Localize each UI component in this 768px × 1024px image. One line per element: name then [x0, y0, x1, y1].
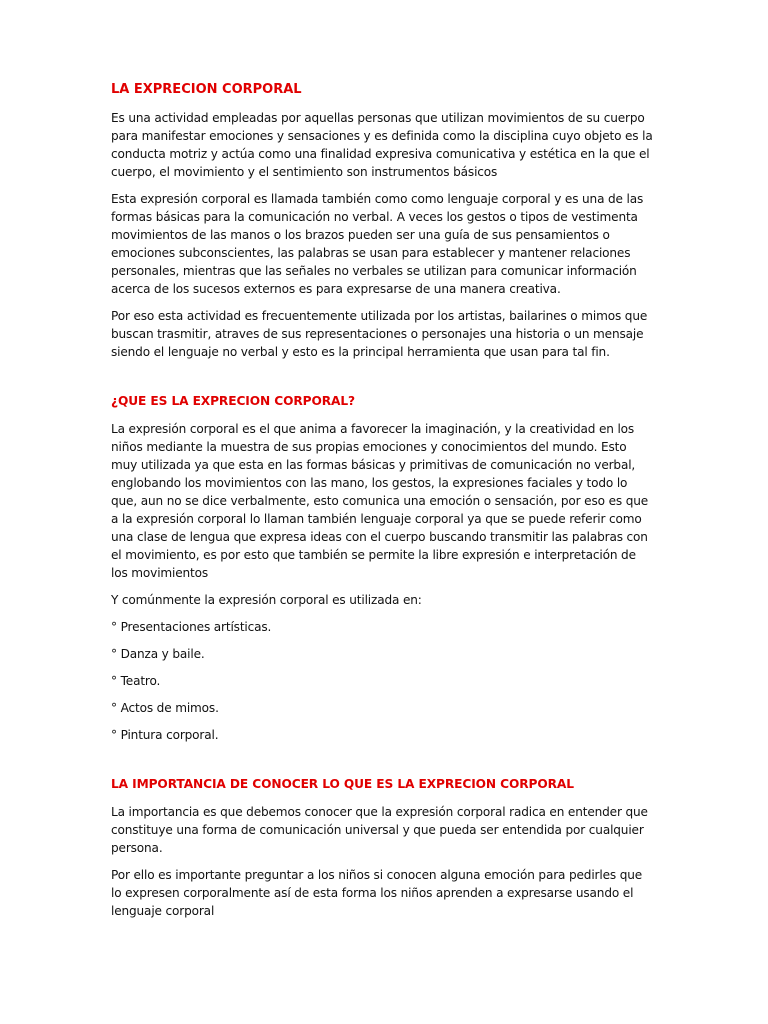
section-importance-heading: LA IMPORTANCIA DE CONOCER LO QUE ES LA EXPRECION CORPORAL: [111, 777, 574, 791]
intro-paragraph-2: Esta expresión corporal es llamada también como como lenguaje corporal y es una de las formas básicas para la comunicación no verbal. A veces los gestos o tipos de vestimenta movimientos de las manos o los brazos pueden ser una guía de sus pensamientos o emociones subconscientes, las palabras se usan para establecer y mantener relaciones personales, mientras que las señales no verbales se utilizan para comunicar información acerca de los sucesos externos es para expresarse de una manera creativa.: [111, 192, 644, 296]
importance-paragraph-2: Por ello es importante preguntar a los niños si conocen alguna emoción para pedirles que lo expresen corporalmente así de esta forma los niños aprenden a expresarse usando el lenguaje corporal: [111, 868, 643, 918]
importance-paragraph-1: La importancia es que debemos conocer que la expresión corporal radica en entender que constituye una forma de comunicación universal y que pueda ser entendida por cualquier persona.: [111, 805, 648, 855]
intro-paragraph-1: Es una actividad empleadas por aquellas personas que utilizan movimientos de su cuerpo para manifestar emociones y sensaciones y es definida como la disciplina cuyo objeto es la conducta motriz y actúa como una finalidad expresiva comunicativa y estética en la que el cuerpo, el movimiento y el sentimiento son instrumentos básicos: [111, 111, 653, 179]
section-what-heading: ¿QUE ES LA EXPRECION CORPORAL?: [111, 394, 355, 408]
uses-list-item: ° Actos de mimos.: [111, 701, 219, 715]
uses-list-item: ° Teatro.: [111, 674, 161, 688]
uses-list-item: ° Presentaciones artísticas.: [111, 620, 272, 634]
intro-paragraph-3: Por eso esta actividad es frecuentemente utilizada por los artistas, bailarines o mimos que buscan trasmitir, atraves de sus representaciones o personajes una historia o un mensaje siendo el lenguaje no verbal y esto es la principal herramienta que usan para tal fin.: [111, 309, 648, 359]
document-title: LA EXPRECION CORPORAL: [111, 82, 302, 97]
uses-list-item: ° Pintura corporal.: [111, 728, 219, 742]
document-page: [111, 81, 656, 920]
uses-list-item: ° Danza y baile.: [111, 647, 205, 661]
uses-list-intro: Y comúnmente la expresión corporal es utilizada en:: [111, 593, 422, 607]
section-what-paragraph: La expresión corporal es el que anima a favorecer la imaginación, y la creatividad en los niños mediante la muestra de sus propias emociones y conocimientos del mundo. Esto muy utilizada ya que esta en las formas básicas y primitivas de comunicación no verbal, englobando los movimientos con las mano, los gestos, la expresiones faciales y todo lo que, aun no se dice verbalmente, esto comunica una emoción o sensación, por eso es que a la expresión corporal lo llaman también lenguaje corporal ya que se puede referir como una clase de lengua que expresa ideas con el cuerpo buscando transmitir las palabras con el movimiento, es por esto que también se permite la libre expresión e interpretación de los movimientos: [111, 422, 649, 580]
